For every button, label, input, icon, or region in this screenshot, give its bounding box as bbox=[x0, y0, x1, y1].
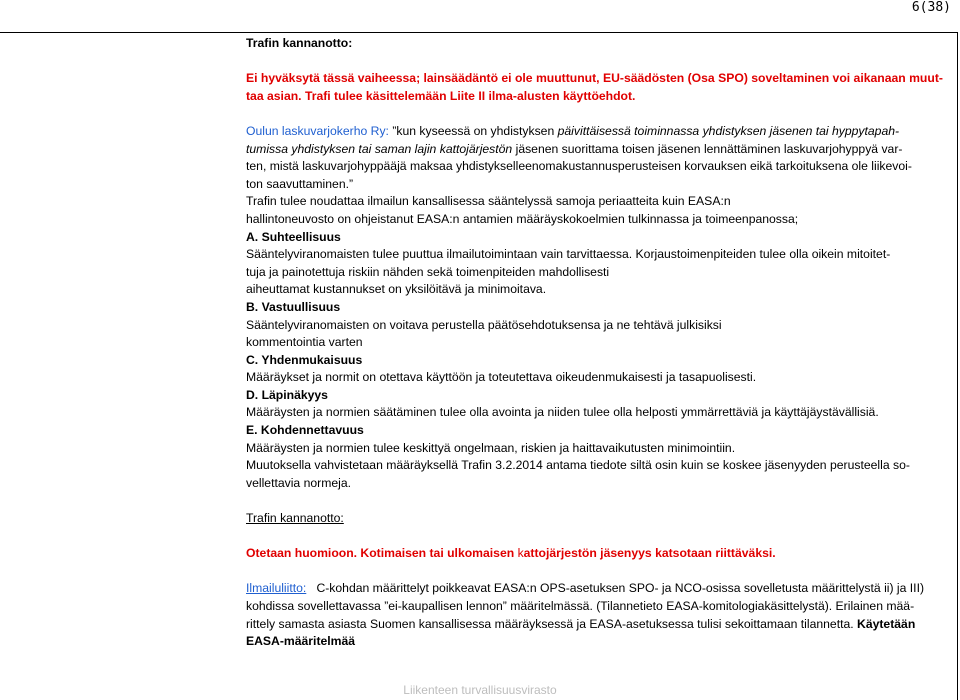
decision-line: taa asian. Trafi tulee käsittelemään Liite II ilma-alusten käyttöehdot. bbox=[246, 88, 636, 103]
amendment-text: Muutoksella vahvistetaan määräyksellä Trafin 3.2.2014 antama tiedote siltä osin kuin se koskee jäsenyyden perusteella so- vellettavia normeja. bbox=[246, 458, 910, 490]
principle-heading: B. Vastuullisuus bbox=[246, 299, 341, 314]
page-footer: Liikenteen turvallisuusvirasto bbox=[403, 683, 557, 697]
page-number: 6(38) bbox=[911, 0, 951, 15]
quoted-comment: Oulun laskuvarjokerho Ry: ”kun kyseessä on yhdistyksen päivittäisessä toiminnassa yhdistyksen jäsenen tai hyppytapah- tumissa yhdistyksen tai saman lajin kattojärjestön jäsenen suorittama toisen jäsenen lennättäminen laskuvarjohyppyä var- ten, mistä laskuvarjohyppääjä maksaa yhdistykselleenomakustannusperusteisen korvauksen eikä tarkoituksena ole liikevoi- ton saavuttaminen.” bbox=[246, 123, 912, 191]
comment-table-cell bbox=[0, 32, 958, 700]
decision-line: Ei hyväksytä tässä vaiheessa; lainsäädäntö ei ole muuttunut, EU-säädösten (Osa SPO) soveltaminen voi aikanaan muut- bbox=[246, 71, 943, 86]
decision-text: Otetaan huomioon. Kotimaisen tai ulkomaisen kattojärjestön jäsenyys katsotaan riittäväksi. bbox=[246, 546, 776, 561]
ilmailuliitto-comment: Ilmailuliitto: C-kohdan määrittelyt poikkeavat EASA:n OPS-asetuksen SPO- ja NCO-osissa sovelletusta määrittelystä ii) ja III) kohdissa sovellettavassa ”ei-kaupallisen lennon” määritelmässä. (Tilannetieto EASA-komitologiakäsittelystä). Erilainen mää- rittely samasta asiasta Suomen kansallisessa määräyksessä ja EASA-asetuksessa tulisi sekoittamaan tilannetta. Käytetään EASA-määritelmää bbox=[246, 581, 925, 649]
principle-heading: A. Suhteellisuus bbox=[246, 229, 341, 244]
principles-intro: Trafin tulee noudattaa ilmailun kansallisessa sääntelyssä samoja periaatteita kuin EASA:n hallintoneuvosto on ohjeistanut EASA:n antamien määräyskokoelmien tulkinnassa ja toimeenpanossa; bbox=[246, 194, 799, 226]
decision-text bbox=[246, 70, 954, 105]
section-heading: Trafin kannanotto: bbox=[246, 511, 344, 526]
principle-heading: D. Läpinäkyys bbox=[246, 387, 328, 402]
principle-text: Sääntelyviranomaisten tulee puuttua ilmailutoimintaan vain tarvittaessa. Korjaustoimenpiteiden tulee olla oikein mitoitet- tuja ja painotettuja riskiin nähden sekä toimenpiteiden mahdollisesti aiheuttamat kustannukset on yksilöitävä ja minimoitava. bbox=[246, 247, 891, 297]
principle-heading: E. Kohdennettavuus bbox=[246, 423, 364, 438]
section-heading: Trafin kannanotto: bbox=[246, 36, 353, 50]
commenter-name: Ilmailuliitto: bbox=[246, 581, 307, 596]
principle-heading: C. Yhdenmukaisuus bbox=[246, 352, 363, 367]
cell-content bbox=[246, 35, 954, 651]
principle-text: Määräysten ja normien säätäminen tulee olla avointa ja niiden tulee olla helposti ymmärrettäviä ja käyttäjäystävällisiä. bbox=[246, 405, 879, 420]
commenter-name: Oulun laskuvarjokerho Ry: bbox=[246, 123, 389, 138]
principle-text: Määräykset ja normit on otettava käyttöön ja toteutettava oikeudenmukaisesti ja tasapuolisesti. bbox=[246, 370, 757, 385]
principle-text: Määräysten ja normien tulee keskittyä ongelmaan, riskien ja haittavaikutusten minimointiin. bbox=[246, 440, 736, 455]
principle-text: Sääntelyviranomaisten on voitava perustella päätösehdotuksensa ja ne tehtävä julkisiksi kommentointia varten bbox=[246, 317, 722, 350]
